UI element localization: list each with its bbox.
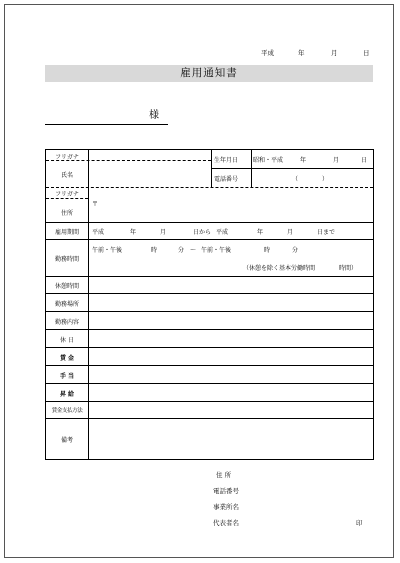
- period-start-day: 日から: [193, 229, 212, 236]
- addressee-suffix: 様: [149, 110, 159, 121]
- row-rule: [46, 239, 373, 240]
- hours-end-minute: 分: [292, 247, 299, 254]
- payment-method-label: 賃金支払方法: [51, 408, 83, 414]
- hours-start-minute: 分: [178, 247, 185, 254]
- document-page: [4, 4, 394, 558]
- break-time-label: 休憩時間: [54, 283, 79, 290]
- name-field[interactable]: [91, 161, 209, 185]
- name-address-divider: [46, 187, 373, 188]
- hours-note: （休憩を除く基本労働時間: [243, 265, 316, 272]
- job-content-label: 勤務内容: [54, 319, 79, 326]
- hours-end-ampm: 午前・午後: [201, 247, 232, 254]
- working-hours-label: 勤務時間: [54, 256, 79, 263]
- period-end-year: 年: [257, 229, 264, 236]
- birth-era: 昭和・平成: [253, 157, 284, 164]
- seal-mark: 印: [356, 519, 363, 527]
- job-content-field[interactable]: [90, 312, 372, 328]
- birth-phone-divider: [211, 168, 373, 169]
- hours-end-hour: 時: [264, 247, 271, 254]
- date-month: 月: [331, 49, 338, 57]
- furigana-label: フリガナ: [55, 154, 79, 161]
- remarks-field[interactable]: [90, 420, 372, 458]
- address-label: 住所: [60, 210, 73, 217]
- employer-company-label: 事業所名: [213, 503, 239, 511]
- hours-start-hour: 時: [151, 247, 158, 254]
- employer-address-label: 住 所: [216, 471, 232, 479]
- hours-start-ampm: 午前・午後: [92, 247, 123, 254]
- hours-wave: ～: [190, 247, 197, 254]
- workplace-label: 勤務場所: [54, 301, 79, 308]
- row-rule: [46, 418, 373, 419]
- break-time-field[interactable]: [90, 277, 372, 292]
- allowance-field[interactable]: [90, 366, 372, 382]
- remarks-label: 備考: [60, 437, 73, 444]
- address-field[interactable]: [101, 190, 371, 220]
- label-column-divider: [88, 150, 89, 459]
- allowance-label: 手 当: [59, 373, 75, 380]
- birth-month: 月: [333, 157, 340, 164]
- employer-representative-label: 代表者名: [213, 519, 239, 527]
- employment-period-label: 雇用期間: [54, 229, 79, 236]
- postal-mark: 〒: [92, 201, 99, 208]
- raise-field[interactable]: [90, 384, 372, 400]
- raise-label: 昇 給: [59, 391, 75, 398]
- period-end-day: 日まで: [317, 229, 336, 236]
- birth-label: 生年月日: [214, 157, 239, 164]
- period-start-month: 月: [160, 229, 167, 236]
- holidays-field[interactable]: [90, 330, 372, 346]
- holidays-label: 休 日: [60, 337, 74, 344]
- birth-day: 日: [361, 157, 368, 164]
- payment-method-field[interactable]: [90, 402, 372, 417]
- period-start-year: 年: [130, 229, 137, 236]
- phone-field[interactable]: （ ）: [292, 176, 329, 183]
- wage-field[interactable]: [90, 348, 372, 364]
- period-end-era: 平成: [216, 229, 229, 236]
- employment-form-table: [45, 149, 374, 460]
- furigana-label-2: フリガナ: [55, 191, 79, 198]
- date-year: 年: [298, 49, 305, 57]
- workplace-field[interactable]: [90, 294, 372, 310]
- date-day: 日: [363, 49, 370, 57]
- birth-year: 年: [300, 157, 307, 164]
- row-rule: [46, 222, 373, 223]
- period-start-era: 平成: [92, 229, 105, 236]
- address-furigana-divider: [46, 198, 88, 199]
- document-title: 雇用通知書: [45, 65, 373, 82]
- date-era: 平成: [261, 49, 274, 57]
- wage-label: 賃 金: [59, 355, 75, 362]
- addressee-line[interactable]: [45, 109, 168, 125]
- phone-label: 電話番号: [214, 176, 239, 183]
- period-end-month: 月: [287, 229, 294, 236]
- hours-note-end: 時間）: [339, 265, 358, 272]
- name-label: 氏名: [60, 172, 73, 179]
- employer-phone-label: 電話番号: [213, 487, 239, 495]
- issue-date-line: [5, 48, 393, 58]
